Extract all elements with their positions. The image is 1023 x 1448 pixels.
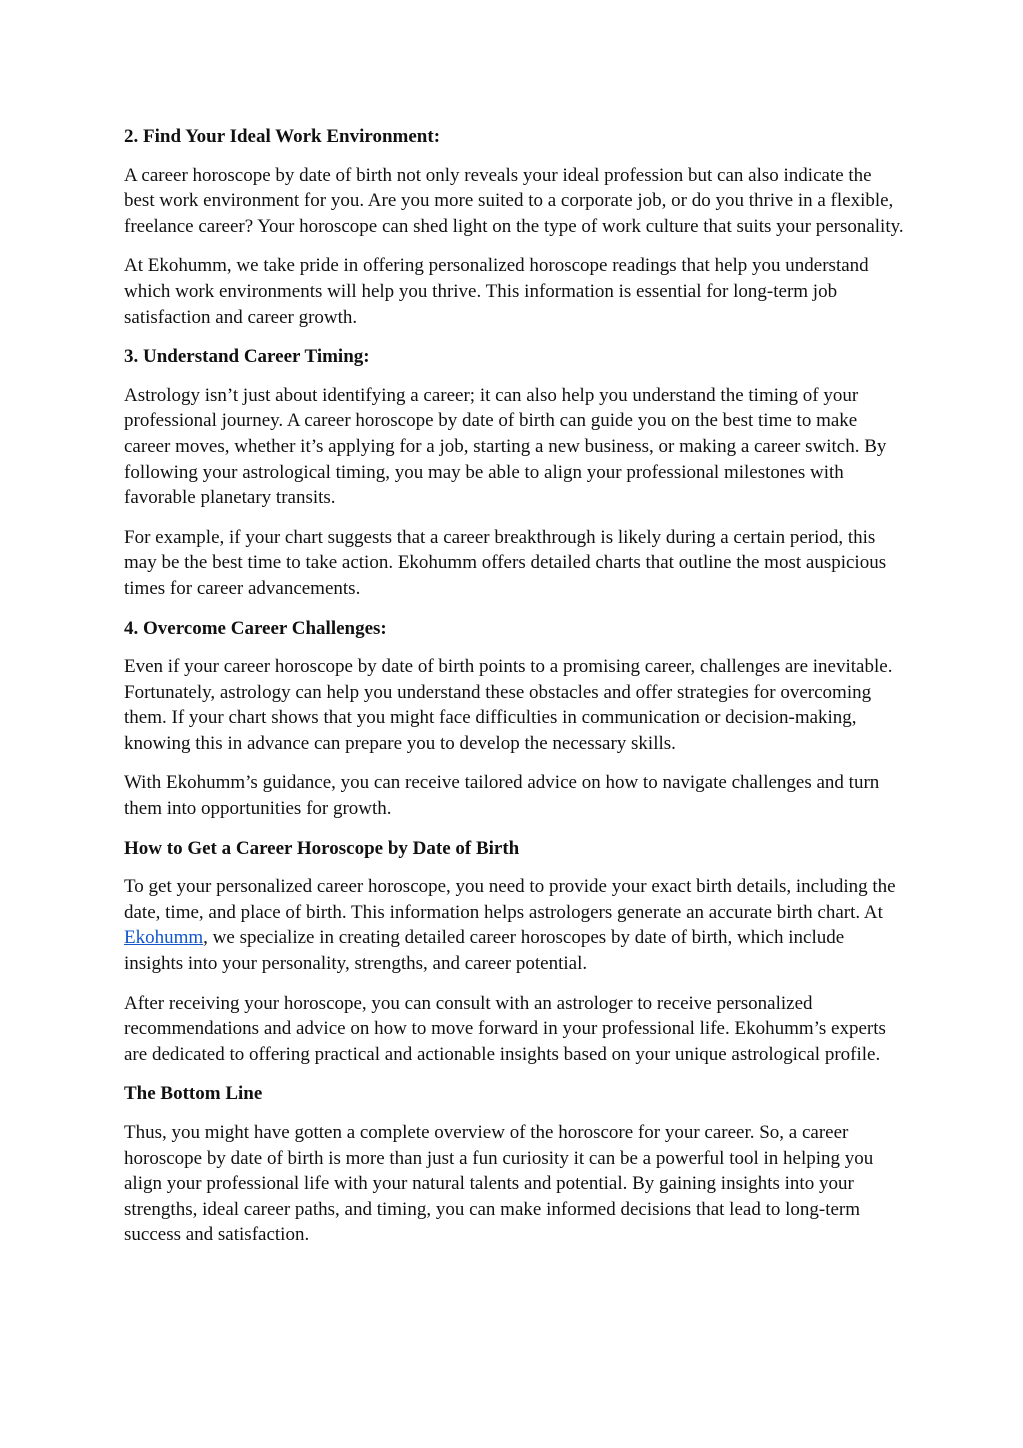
paragraph-work-environment-2: At Ekohumm, we take pride in offering personalized horoscope readings that help you understand which work environments will help you thrive. This information is essential for long-term job satisfaction and career growth.: [124, 255, 869, 328]
section-heading-career-challenges: 4. Overcome Career Challenges:: [124, 617, 387, 639]
paragraph-bottom-line: Thus, you might have gotten a complete overview of the horoscore for your career. So, a career horoscope by date of birth is more than just a fun curiosity it can be a powerful tool in helping you align your professional life with your natural talents and potential. By gaining insights into your strengths, ideal career paths, and timing, you can make informed decisions that lead to long-term success and satisfaction.: [124, 1122, 874, 1246]
paragraph-get-horoscope-1: [124, 874, 904, 976]
paragraph-work-environment-1: A career horoscope by date of birth not only reveals your ideal profession but can also indicate the best work environment for you. Are you more suited to a corporate job, or do you thrive in a flexible, freelance career? Your horoscope can shed light on the type of work culture that suits your personality.: [124, 164, 904, 237]
paragraph-text-before-link: To get your personalized career horoscope, you need to provide your exact birth details, including the date, time, and place of birth. This information helps astrologers generate an accurate birth chart. At: [124, 876, 896, 923]
paragraph-get-horoscope-2: After receiving your horoscope, you can consult with an astrologer to receive personalized recommendations and advice on how to move forward in your professional life. Ekohumm’s experts are dedicated to offering practical and actionable insights based on your unique astrological profile.: [124, 992, 886, 1065]
paragraph-career-timing-1: Astrology isn’t just about identifying a career; it can also help you understand the timing of your professional journey. A career horoscope by date of birth can guide you on the best time to make career moves, whether it’s applying for a job, starting a new business, or making a career switch. By following your astrological timing, you may be able to align your professional milestones with favorable planetary transits.: [124, 384, 887, 509]
ekohumm-link[interactable]: Ekohumm: [124, 927, 204, 949]
paragraph-career-challenges-1: Even if your career horoscope by date of birth points to a promising career, challenges are inevitable. Fortunately, astrology can help you understand these obstacles and offer strategies for overcoming them. If your chart shows that you might face difficulties in communication or decision-making, knowing this in advance can prepare you to develop the necessary skills.: [124, 656, 893, 754]
section-heading-get-horoscope: How to Get a Career Horoscope by Date of Birth: [124, 837, 520, 859]
section-heading-bottom-line: The Bottom Line: [124, 1083, 263, 1105]
section-heading-career-timing: 3. Understand Career Timing:: [124, 346, 370, 368]
paragraph-career-timing-2: For example, if your chart suggests that a career breakthrough is likely during a certain period, this may be the best time to take action. Ekohumm offers detailed charts that outline the most auspicious times for career advancements.: [124, 526, 887, 599]
paragraph-text-after-link: , we specialize in creating detailed career horoscopes by date of birth, which include insights into your personality, strengths, and career potential.: [124, 927, 845, 975]
section-heading-work-environment: 2. Find Your Ideal Work Environment:: [124, 126, 441, 147]
document-page: [124, 124, 904, 1262]
paragraph-career-challenges-2: With Ekohumm’s guidance, you can receive tailored advice on how to navigate challenges and turn them into opportunities for growth.: [124, 772, 880, 820]
